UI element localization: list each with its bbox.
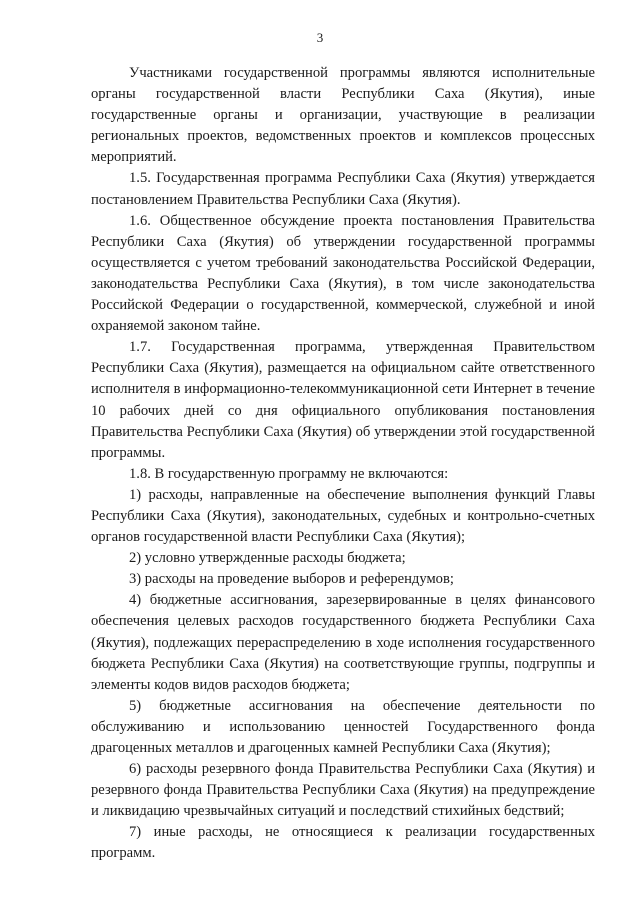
paragraph-1-5: 1.5. Государственная программа Республики Саха (Якутия) утверждается постановлением Правительства Республики Саха (Якутия). [91, 170, 595, 208]
paragraph-participants: Участниками государственной программы являются исполнительные органы государственной власти Республики Саха (Якутия), иные государственные органы и организации, участвующие в реализации региональных проектов, ведомственных проектов и комплексов процессных мероприятий. [91, 65, 595, 166]
paragraph-1-8: 1.8. В государственную программу не включаются: [129, 465, 449, 482]
list-item-1: 1) расходы, направленные на обеспечение выполнения функций Главы Республики Саха (Якутия), законодательных, судебных и контрольно-счетных органов государственной власти Республики Саха (Якутия); [91, 486, 595, 546]
list-item-3: 3) расходы на проведение выборов и референдумов; [129, 571, 454, 588]
list-item-4: 4) бюджетные ассигнования, зарезервированные в целях финансового обеспечения целевых расходов государственного бюджета Республики Саха (Якутия), подлежащих перераспределению в ходе исполнения государственного бюджета Республики Саха (Якутия) на соответствующие группы, подгруппы и элементы кодов видов расходов бюджета; [91, 592, 595, 693]
list-item-2: 2) условно утвержденные расходы бюджета; [129, 550, 406, 567]
list-item-5: 5) бюджетные ассигнования на обеспечение деятельности по обслуживанию и использованию ценностей Государственного фонда драгоценных металлов и драгоценных камней Республики Саха (Якутия); [91, 697, 595, 756]
paragraph-1-7: 1.7. Государственная программа, утвержденная Правительством Республики Саха (Якутия), размещается на официальном сайте ответственного исполнителя в информационно-телекоммуникационной сети Интернет в течение 10 рабочих дней со дня официального опубликования постановления Правительства Республики Саха (Якутия) об утверждении этой государственной программы. [91, 339, 595, 461]
list-item-6: 6) расходы резервного фонда Правительства Республики Саха (Якутия) и резервного фонда Правительства Республики Саха (Якутия) на предупреждение и ликвидацию чрезвычайных ситуаций и последствий стихийных бедствий; [91, 761, 595, 820]
page-number: 3 [316, 30, 324, 45]
paragraph-1-6: 1.6. Общественное обсуждение проекта постановления Правительства Республики Саха (Якутия) об утверждении государственной программы осуществляется с учетом требований законодательства Российской Федерации, законодательства Республики Саха (Якутия), в том числе законодательства Российской Федерации о государственной, коммерческой, служебной и иной охраняемой законом тайне. [91, 212, 595, 335]
document-body [91, 63, 595, 865]
list-item-7: 7) иные расходы, не относящиеся к реализации государственных программ. [91, 824, 595, 862]
